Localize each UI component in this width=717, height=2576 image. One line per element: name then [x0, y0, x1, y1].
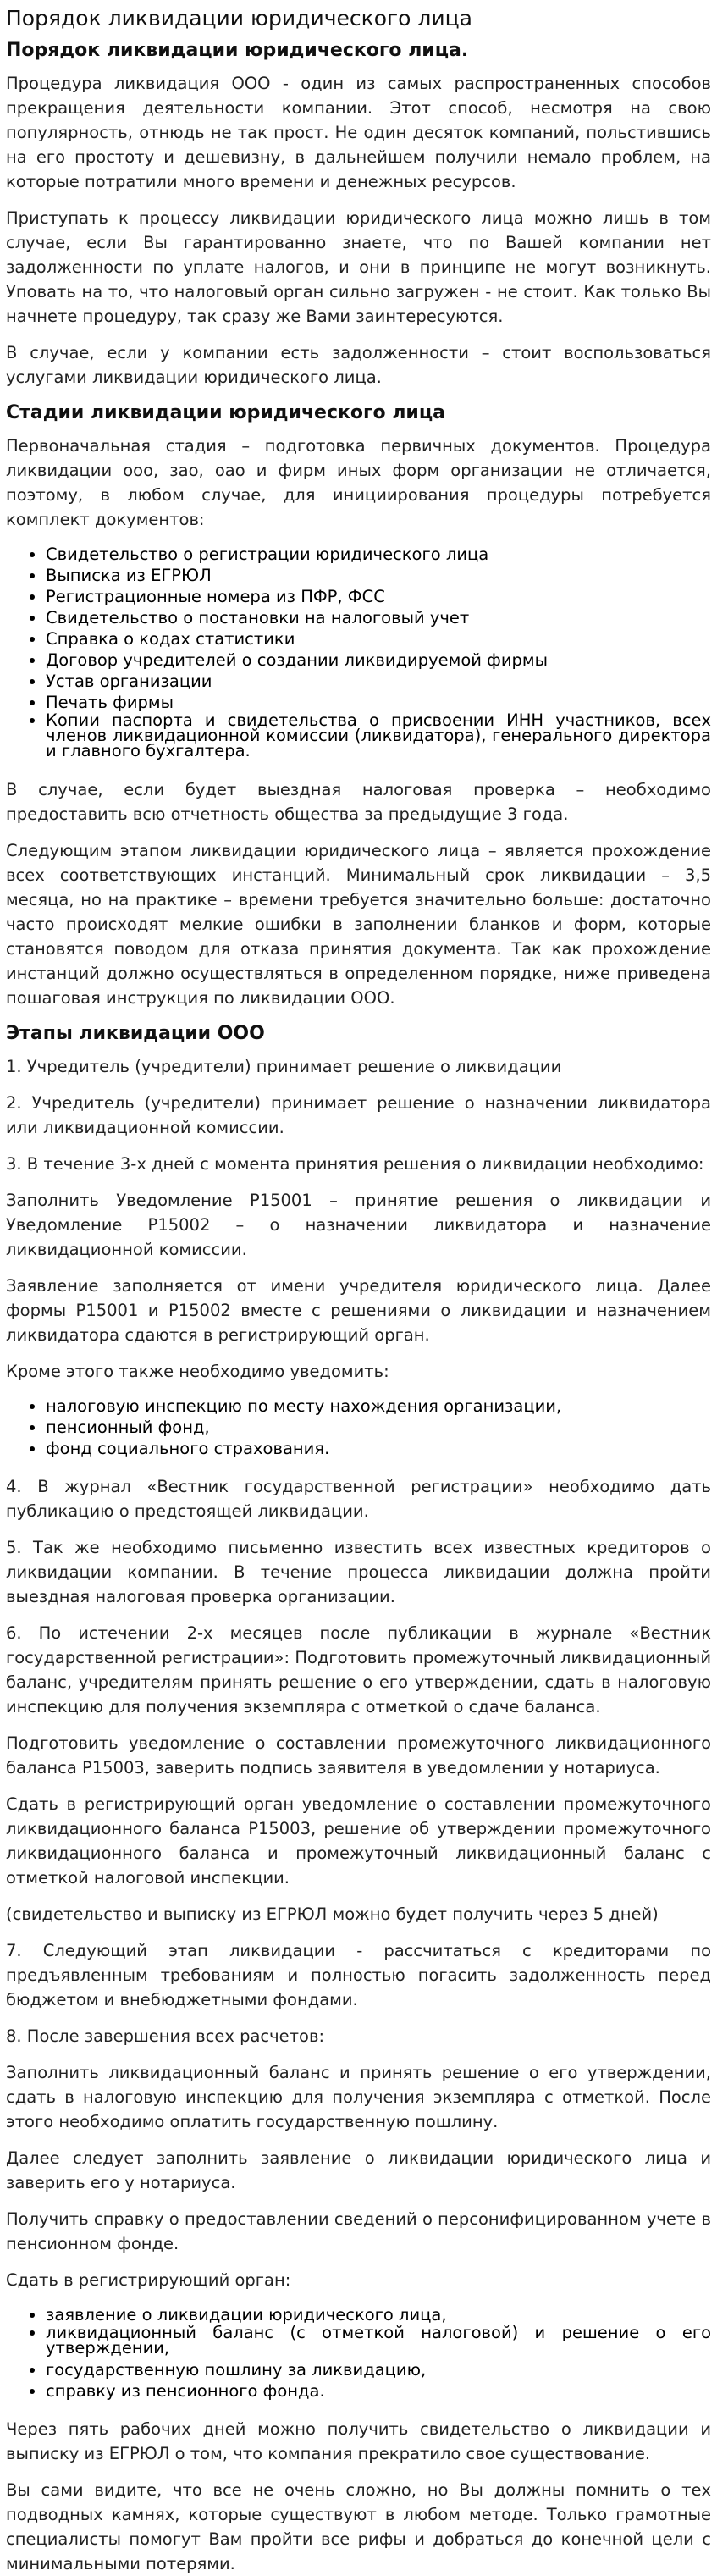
paragraph: Первоначальная стадия – подготовка первичных документов. Процедура ликвидации ооо, зао, оао и фирм иных форм организации не отличается, поэтому, в любом случае, для инициирования процедуры потребуется комплект документов: [6, 436, 711, 529]
list-item: • пенсионный фонд, [46, 1417, 711, 1438]
section-heading-steps: Этапы ликвидации ООО [6, 1023, 265, 1044]
section-stages [6, 401, 711, 1010]
list-item: • налоговую инспекцию по месту нахождения организации, [46, 1396, 711, 1417]
step-paragraph: Заполнить ликвидационный баланс и принять решение о его утверждении, сдать в налоговую инспекцию для получения экземпляра с отметкой. После этого необходимо оплатить государственную пошлину. [6, 2063, 711, 2131]
list-item: • Устав организации [46, 671, 711, 692]
list-item: • фонд социального страхования. [46, 1438, 711, 1459]
paragraph: В случае, если у компании есть задолженности – стоит воспользоваться услугами ликвидации юридического лица. [6, 343, 711, 387]
list-item: • Регистрационные номера из ПФР, ФСС [46, 586, 711, 607]
list-item: • ликвидационный баланс (с отметкой налоговой) и решение о его утверждении, [46, 2325, 711, 2359]
step-paragraph: 2. Учредитель (учредители) принимает решение о назначении ликвидатора или ликвидационной комиссии. [6, 1093, 711, 1137]
step-paragraph: 6. По истечении 2-х месяцев после публикации в журнале «Вестник государственной регистрации»: Подготовить промежуточный ликвидационный баланс, учредителям принять решение о его утверждении, сдать в налоговую инспекцию для получения экземпляра с отметкой о сдаче баланса. [6, 1623, 711, 1716]
section-heading-stages: Стадии ликвидации юридического лица [6, 402, 445, 423]
paragraph: Процедура ликвидация ООО - один из самых распространенных способов прекращения деятельности компании. Этот способ, несмотря на свою популярность, отнюдь не так прост. Не один десяток компаний, польстившись на его простоту и дешевизну, в дальнейшем получили немало проблем, на которые потратили много времени и денежных ресурсов. [6, 74, 711, 191]
step-paragraph: Получить справку о предоставлении сведений о персонифицированном учете в пенсионном фонде. [6, 2209, 711, 2253]
step-paragraph: Заявление заполняется от имени учредителя юридического лица. Далее формы Р15001 и Р15002 вместе с решениями о ликвидации и назначением ликвидатора сдаются в регистрирующий орган. [6, 1276, 711, 1345]
step-paragraph: Заполнить Уведомление Р15001 – принятие решения о ликвидации и Уведомление Р15002 – о назначении ликвидатора и назначение ликвидационной комиссии. [6, 1191, 711, 1259]
list-item: • Свидетельство о постановки на налоговый учет [46, 607, 711, 628]
section-procedure [6, 39, 711, 390]
section-steps [6, 1022, 711, 2576]
list-item: • заявление о ликвидации юридического лица, [46, 2304, 711, 2325]
step-paragraph: Далее следует заполнить заявление о ликвидации юридического лица и заверить его у нотариуса. [6, 2148, 711, 2192]
step-paragraph: Подготовить уведомление о составлении промежуточного ликвидационного баланса Р15003, заверить подпись заявителя в уведомлении у нотариуса. [6, 1733, 711, 1777]
list-item: • справку из пенсионного фонда. [46, 2380, 711, 2402]
step-paragraph: 7. Следующий этап ликвидации - рассчитаться с кредиторами по предъявленным требованиям и полностью погасить задолженность перед бюджетом и внебюджетными фондами. [6, 1941, 711, 2009]
list-item: • Печать фирмы [46, 692, 711, 713]
step-paragraph: 1. Учредитель (учредители) принимает решение о ликвидации [6, 1057, 562, 1076]
page-title: Порядок ликвидации юридического лица [6, 6, 472, 30]
list-item: • Свидетельство о регистрации юридического лица [46, 544, 711, 565]
documents-list [6, 544, 711, 762]
step-paragraph: (свидетельство и выписку из ЕГРЮЛ можно будет получить через 5 дней) [6, 1904, 659, 1924]
paragraph: Следующим этапом ликвидации юридического лица – является прохождение всех соответствующих инстанций. Минимальный срок ликвидации – 3,5 месяца, но на практике – времени требуется значительно больше: достаточно часто происходят мелкие ошибки в заполнении бланков и форм, которые становятся поводом для отказа принятия документа. Так как прохождение инстанций должно осуществляться в определенном порядке, ниже приведена пошаговая инструкция по ликвидации ООО. [6, 841, 711, 1008]
list-item: • Договор учредителей о создании ликвидируемой фирмы [46, 650, 711, 671]
submit-list [6, 2304, 711, 2402]
step-paragraph: Сдать в регистрирующий орган уведомление о составлении промежуточного ликвидационного баланса Р15003, решение об утверждении промежуточного ликвидационного баланса и промежуточный ликвидационный баланс с отметкой налоговой инспекции. [6, 1794, 711, 1888]
paragraph: Через пять рабочих дней можно получить свидетельство о ликвидации и выписку из ЕГРЮЛ о том, что компания прекратило свое существование. [6, 2419, 711, 2463]
list-item: • Справка о кодах статистики [46, 628, 711, 650]
list-item: • Копии паспорта и свидетельства о присвоении ИНН участников, всех членов ликвидационной комиссии (ликвидатора), генерального директора и главного бухгалтера. [46, 713, 711, 762]
list-item: • Выписка из ЕГРЮЛ [46, 565, 711, 586]
step-paragraph: Сдать в регистрирующий орган: [6, 2270, 291, 2290]
step-paragraph: 8. После завершения всех расчетов: [6, 2026, 325, 2046]
step-paragraph: Кроме этого также необходимо уведомить: [6, 1362, 389, 1381]
step-paragraph: 3. В течение 3-х дней с момента принятия решения о ликвидации необходимо: [6, 1154, 704, 1174]
step-paragraph: 4. В журнал «Вестник государственной регистрации» необходимо дать публикацию о предстоящей ликвидации. [6, 1477, 711, 1521]
notify-list [6, 1396, 711, 1459]
section-heading-procedure: Порядок ликвидации юридического лица. [6, 40, 469, 61]
list-item: • государственную пошлину за ликвидацию, [46, 2359, 711, 2380]
step-paragraph: 5. Так же необходимо письменно известить всех известных кредиторов о ликвидации компании. В течение процесса ликвидации должна пройти выездная налоговая проверка организации. [6, 1538, 711, 1606]
paragraph: Вы сами видите, что все не очень сложно, но Вы должны помнить о тех подводных камнях, которые существуют в любом методе. Только грамотные специалисты помогут Вам пройти все рифы и добраться до конечной цели с минимальными потерями. [6, 2480, 711, 2573]
paragraph: В случае, если будет выездная налоговая проверка – необходимо предоставить всю отчетность общества за предыдущие 3 года. [6, 780, 711, 824]
paragraph: Приступать к процессу ликвидации юридического лица можно лишь в том случае, если Вы гарантированно знаете, что по Вашей компании нет задолженности по уплате налогов, и они в принципе не могут возникнуть. Уповать на то, что налоговый орган сильно загружен - не стоит. Как только Вы начнете процедуру, так сразу же Вами заинтересуются. [6, 208, 711, 326]
